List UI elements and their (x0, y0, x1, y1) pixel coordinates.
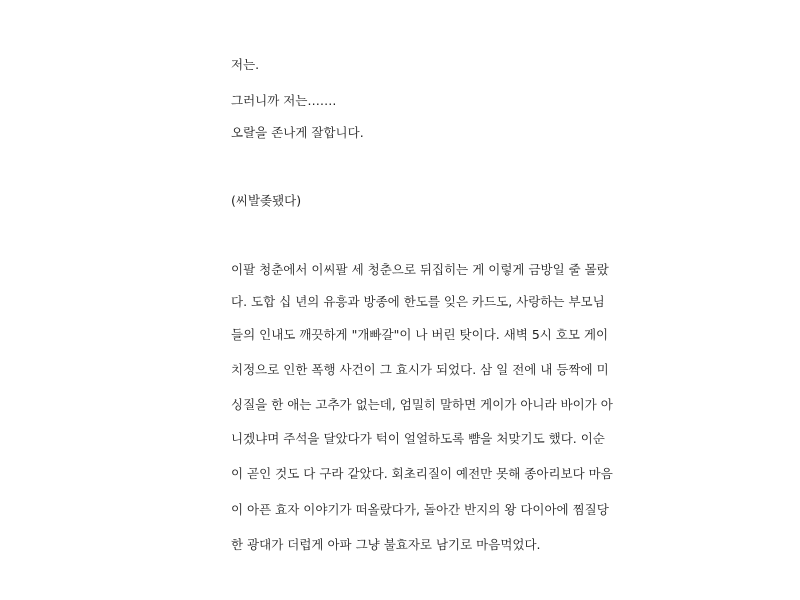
paragraph-line-7: 이 곧인 것도 다 구라 같았다. 회초리질이 예전만 못해 종아리보다 마음 (231, 466, 613, 481)
text-line-3: 오랄을 존나게 잘합니다. (231, 125, 364, 140)
text-line-1: 저는. (231, 57, 260, 72)
paragraph-line-2: 다. 도합 십 년의 유흥과 방종에 한도를 잊은 카드도, 사랑하는 부모님 (231, 294, 605, 309)
paragraph-line-6: 니겠냐며 주석을 달았다가 턱이 얼얼하도록 뺨을 처맞기도 했다. 이순 (231, 431, 605, 446)
paragraph-line-1: 이팔 청춘에서 이씨팔 세 청춘으로 뒤집히는 게 이렇게 금방일 줄 몰랐 (231, 262, 609, 277)
text-line-2: 그러니까 저는……. (231, 93, 337, 108)
text-line-aside: (씨발좆됐다) (231, 193, 302, 208)
paragraph-line-4: 치정으로 인한 폭행 사건이 그 효시가 되었다. 삼 일 전에 내 등짝에 미 (231, 362, 609, 377)
paragraph-line-5: 싱질을 한 애는 고추가 없는데, 엄밀히 말하면 게이가 아니라 바이가 아 (231, 397, 613, 412)
paragraph-line-3: 들의 인내도 깨끗하게 "개빠갈"이 나 버린 탓이다. 새벽 5시 호모 게이 (231, 327, 609, 342)
paragraph-line-9: 한 광대가 더럽게 아파 그냥 불효자로 남기로 마음먹었다. (231, 537, 541, 552)
paragraph-line-8: 이 아픈 효자 이야기가 떠올랐다가, 돌아간 반지의 왕 다이아에 찜질당 (231, 502, 609, 517)
